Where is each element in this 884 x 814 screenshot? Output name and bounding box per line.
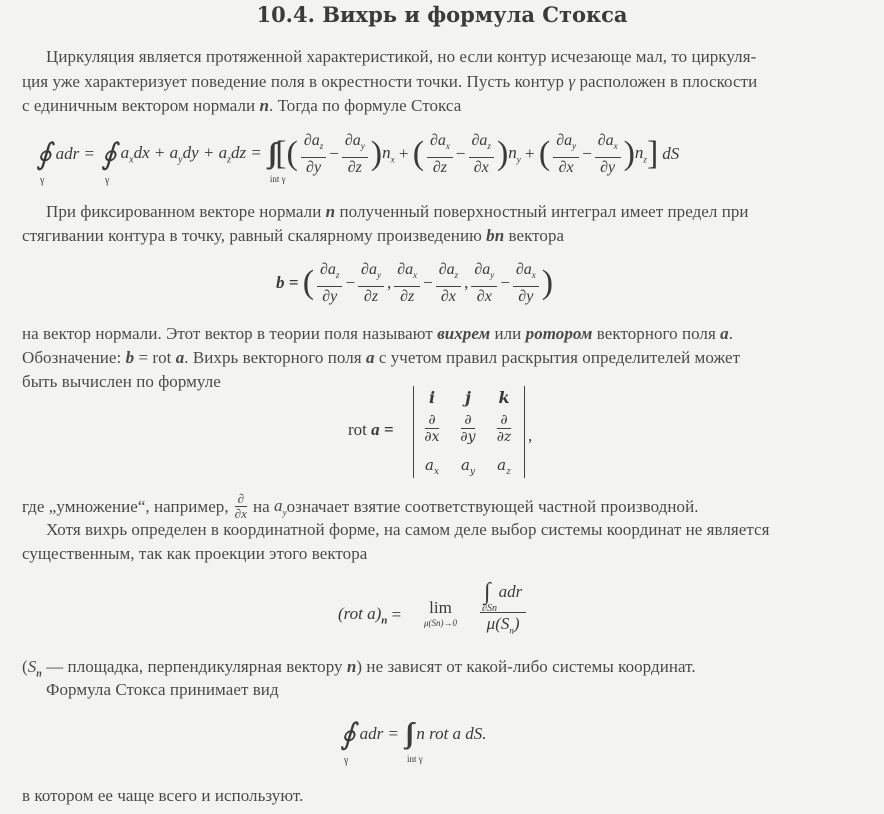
paragraph-line: ция уже характеризует поведение поля в окрестности точки. Пусть контур γ расположен в плоскости xyxy=(22,72,758,91)
paragraph-line: стягивании контура в точку, равный скалярному произведению bn вектора xyxy=(22,226,565,245)
paragraph-line: где „умножение“, например, $\frac{\partial}{\partial x}$ на $a_y$ означает взятие соответствующей частной производной. xyxy=(22,491,699,521)
curl-components-formula: b = ( $\frac{\partial a_z}{\partial y}$ − $\frac{\partial a_y}{\partial z}$ , $\frac{\partial a_x}{\partial z}$ − $\frac{\partial a_z}{\partial x}$ , $\frac{\partial a_y}{\partial x}$ − $\frac{\partial a_x}{\partial y}$ ) xyxy=(276,261,554,305)
stokes-formula: ∮ γ adr = ∮ γ $a_xdx + a_ydy + a_zdz$ = ∫∫ int γ [ ( $\frac{\partial a_z}{\partial y}$ − $\frac{\partial a_y}{\partial z}$ ) $n_x$ + ( $\frac{\partial a_x}{\partial z}$ − $\frac{\partial a_z}{\partial x}$ ) $n_y$ + ( $\frac{\partial a_y}{\partial x}$ − $\frac{\partial a_x}{\partial y}$ ) $n_z$ ] dS xyxy=(36,132,680,186)
paragraph-line: в котором ее чаще всего и используют. xyxy=(22,786,304,805)
contour-integral: ∮ γ xyxy=(36,137,52,186)
paragraph-line: Хотя вихрь определен в координатной форме, на самом деле выбор системы координат не является xyxy=(46,520,770,539)
paragraph-line: существенным, так как проекции этого вектора xyxy=(22,544,368,563)
page: 10.4. Вихрь и формула Стокса Циркуляция является протяженной характеристикой, но если контур исчезающе мал, то циркуля- ция уже характеризует поведение поля в окрестности точки. Пусть контур γ расположен в плоскости с единичным вектором нормали n. Тогда по формуле Стокса ∮ γ adr = ∮ γ $a_xdx + a_ydy + a_zdz$ = ∫∫ int γ [ ( $\frac{\partial a_z}{\partial y}$ − $\frac{\partial a_y}{\partial z}$ ) $n_x$ + ( $\frac{\partial a_x}{\partial z}$ − $\frac{\partial a_z}{\partial x}$ ) $n_y$ + ( $\frac{\partial a_y}{\partial x}$ − $\frac{\partial a_x}{\partial y}$ ) $n_z$ ] dS При фиксированном векторе нормали n полученный поверхностный интеграл имеет предел при стягивании контура в точку, равный скалярному произведению bn вектора b = ( $\frac{\partial a_z}{\partial y}$ − $\frac{\partial a_y}{\partial z}$ , $\frac{\partial a_x}{\partial z}$ − $\frac{\partial a_z}{\partial x}$ , $\frac{\partial a_y}{\partial x}$ − $\frac{\partial a_x}{\partial y}$ ) на вектор нормали. Этот вектор в теории поля называют вихрем или ротором векторного поля a. Обозначение: b = rot a. Вихрь векторного поля a с учетом правил раскрытия определителей может быть вычислен по формуле rot a = i j k $\frac{\partial}{\partial x}$ $\frac{\partial}{\partial y}$ $\frac{\partial}{\partial z}$ $a_x$ $a_y$ $a_z$ , где „умножение“, например, $\frac{\partial}{\partial x}$ на $a_y$ означает взятие соответствующей частной производной. Хотя вихрь определен в координатной форме, на самом деле выбор системы координат не является существенным, так как проекции этого вектора (rot $a)_n$ = lim μ(Sn)→0 ∫ ∂Sn adr $\mu(S_n)$ ($S_n$ — площадка, перпендикулярная вектору n) не зависят от какой-либо системы координат. Формула Стокса принимает вид ∮ γ adr = ∫∫ int γ n rot a dS. в котором ее чаще всего и используют. xyxy=(0,0,884,814)
det-i: i xyxy=(428,388,436,407)
paragraph-line: на вектор нормали. Этот вектор в теории поля называют вихрем или ротором векторного поля a. xyxy=(22,324,734,343)
paragraph-line: с единичным вектором нормали n. Тогда по формуле Стокса xyxy=(22,96,462,115)
det-j: j xyxy=(465,388,471,407)
paragraph-line: ($S_n$ — площадка, перпендикулярная вектору n) не зависят от какой-либо системы координат. xyxy=(22,657,696,680)
stokes-vector-formula: ∮ γ adr = ∫∫ int γ n rot a dS. xyxy=(340,717,487,766)
paragraph-line: Обозначение: b = rot a. Вихрь векторного поля a с учетом правил раскрытия определителей может xyxy=(22,348,741,367)
contour-integral: ∮ γ xyxy=(100,137,117,186)
paragraph-line: При фиксированном векторе нормали n полученный поверхностный интеграл имеет предел при xyxy=(46,202,749,221)
rot-label: rot a = xyxy=(348,420,394,439)
surface-integral: ∫∫ int γ xyxy=(267,138,286,184)
paragraph-line: быть вычислен по формуле xyxy=(22,372,221,391)
section-title: 10.4. Вихрь и формула Стокса xyxy=(256,2,628,27)
paragraph-line: Циркуляция является протяженной характеристикой, но если контур исчезающе мал, то циркуля- xyxy=(46,47,757,66)
projection-lhs: (rot $a)_n$ = xyxy=(338,604,402,627)
det-k: k xyxy=(498,388,510,407)
projection-fraction: ∫ ∂Sn adr $\mu(S_n)$ xyxy=(480,572,526,641)
determinant: i j k $\frac{\partial}{\partial x}$ $\frac{\partial}{\partial y}$ $\frac{\partial}{\partial z}$ $a_x$ $a_y$ $a_z$ xyxy=(413,386,525,478)
limit-operator: lim μ(Sn)→0 xyxy=(424,598,458,628)
paragraph-line: Формула Стокса принимает вид xyxy=(46,680,279,699)
